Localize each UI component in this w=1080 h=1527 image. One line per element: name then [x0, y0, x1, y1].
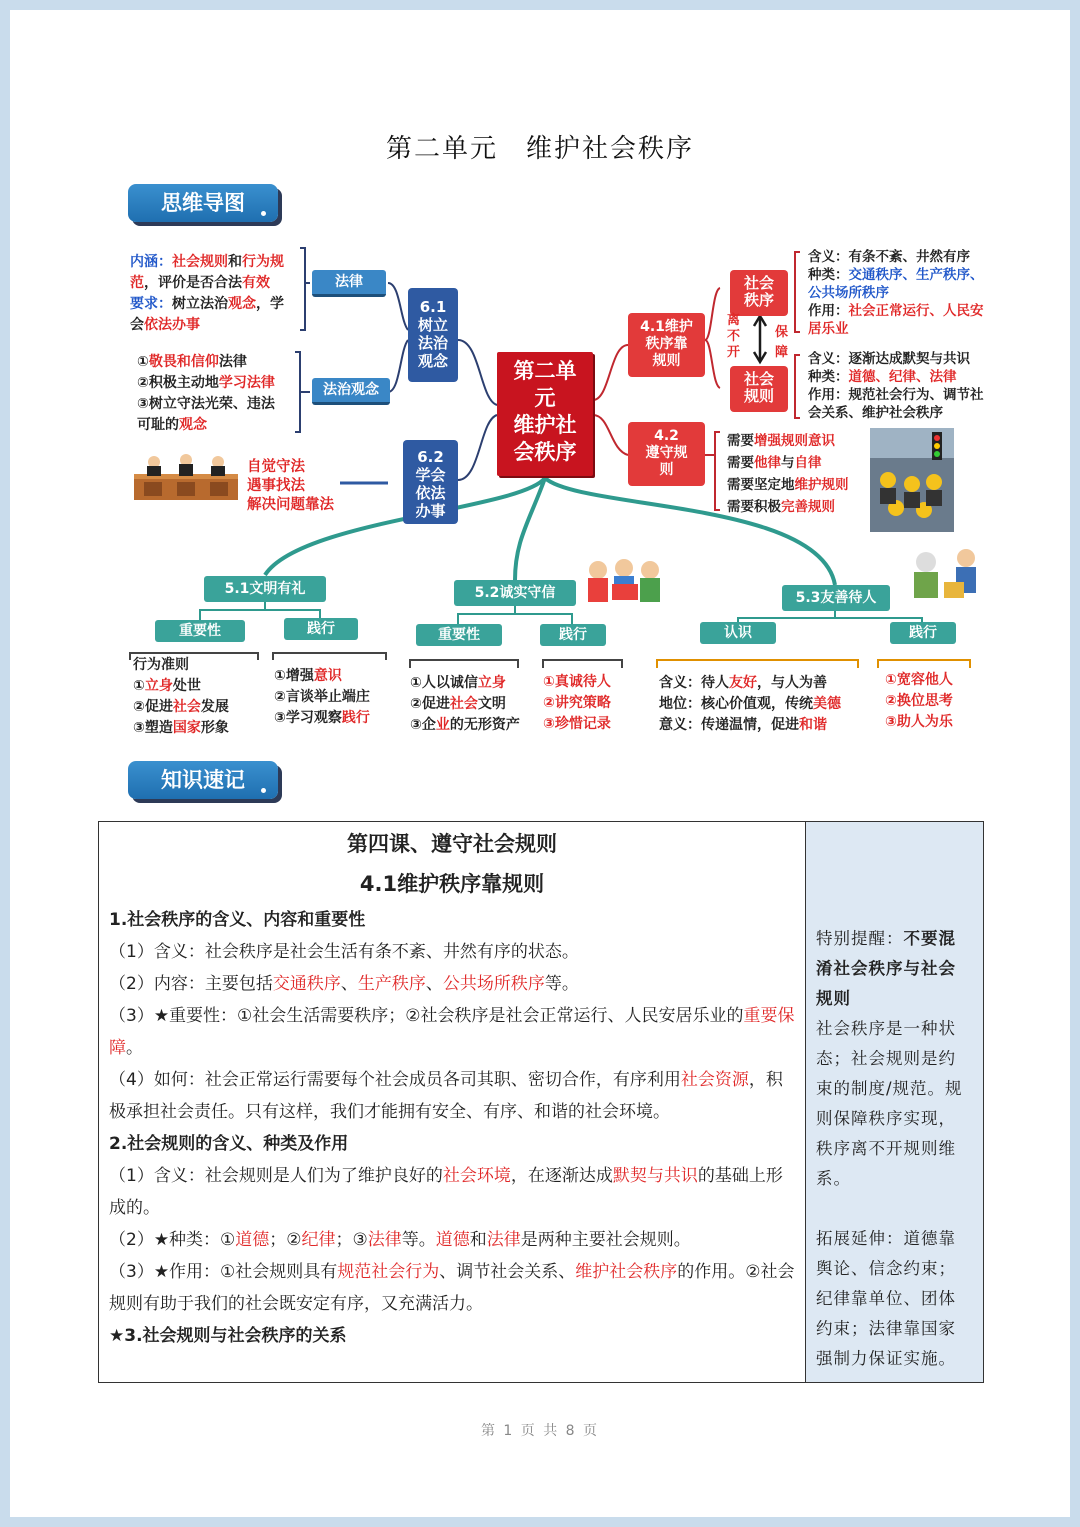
lesson-title: 第四课、遵守社会规则 [347, 832, 557, 856]
knowledge-main-cell [99, 822, 806, 1383]
n53-practice-label: 践行 [890, 622, 956, 644]
para-2-2: （2）★种类：①道德；②纪律；③法律等。道德和法律是两种主要社会规则。 [109, 1230, 691, 1250]
n53-understanding-label: 认识 [700, 622, 776, 644]
law-abiding-slogans: 自觉守法 遇事找法 解决问题靠法 [247, 459, 334, 513]
social-rules-detail: 含义：逐渐达成默契与共识 种类：道德、纪律、法律 作用：规范社会行为、调节社 会关系、维护社会秩序 [808, 351, 984, 421]
branch-label-law: 法律 [312, 270, 386, 297]
n52-importance-text: ①人以诚信立身 ②促进社会文明 ③企业的无形资产 [410, 675, 520, 733]
para-1-4: （4）如何：社会正常运行需要每个社会成员各司其职、密切合作，有序利用社会资源，积极承担社会责任。只有这样，我们才能拥有安全、有序、和谐的社会环境。 [109, 1070, 783, 1122]
side-extension: 拓展延伸：道德靠舆论、信念约束；纪律靠单位、团体约束；法律靠国家强制力保证实施。 [816, 1229, 956, 1368]
n51-practice-label: 践行 [284, 618, 358, 640]
para-1-2: （2）内容：主要包括交通秩序、生产秩序、公共场所秩序等。 [109, 974, 579, 994]
n52-importance-label: 重要性 [416, 624, 502, 646]
page-title: 第二单元 维护社会秩序 [385, 134, 694, 164]
honesty-illustration [582, 556, 668, 612]
n51-importance-text: 行为准则 ①立身处世 ②促进社会发展 ③塑造国家形象 [133, 657, 229, 736]
node-5-3: 5.3友善待人 [782, 585, 890, 611]
knowledge-table [98, 821, 984, 1383]
node-5-2: 5.2诚实守信 [454, 580, 576, 606]
node-social-order: 社会 秩序 [730, 270, 788, 316]
knowledge-side-cell [806, 822, 984, 1383]
n53-understanding-text: 含义：待人友好，与人为善 地位：核心价值观，传统美德 意义：传递温情，促进和谐 [659, 675, 841, 733]
n53-practice-text: ①宽容他人 ②换位思考 ③助人为乐 [885, 672, 953, 730]
node-5-1: 5.1文明有礼 [204, 576, 326, 602]
law-definition-text: 内涵：社会规则和行为规 范，评价是否合法有效 要求：树立法治观念，学 会依法办事 [130, 254, 284, 333]
para-1-3: （3）★重要性：①社会生活需要秩序；②社会秩序是社会正常运行、人民安居乐业的重要保障。 [109, 1006, 795, 1058]
page-footer: 第 1 页 共 8 页 [480, 1423, 600, 1439]
node-4-2: 4.2 遵守规 则 [628, 422, 705, 486]
rule-compliance-text: 需要增强规则意识 需要他律与自律 需要坚定地维护规则 需要积极完善规则 [727, 433, 849, 515]
node-6-2: 6.2 学会 依法 办事 [403, 440, 458, 524]
n52-practice-text: ①真诚待人 ②讲究策略 ③珍惜记录 [543, 674, 611, 732]
social-order-detail: 含义：有条不紊、井然有序 种类：交通秩序、生产秩序、 公共场所秩序 作用：社会正常运行、人民安 居乐业 [808, 249, 984, 337]
banner-label: 知识速记 [161, 768, 245, 792]
n51-practice-text: ①增强意识 ②言谈举止端庄 ③学习观察践行 [274, 668, 370, 726]
central-node-unit-2: 第二单 元 维护社 会秩序 [497, 352, 593, 476]
side-tip: 特别提醒：不要混淆社会秩序与社会规则 [816, 929, 956, 1008]
heading-3: ★3.社会规则与社会秩序的关系 [109, 1326, 347, 1346]
n51-importance-label: 重要性 [155, 620, 245, 642]
para-1-1: （1）含义：社会秩序是社会生活有条不紊、井然有序的状态。 [109, 942, 579, 962]
courtroom-illustration [134, 452, 238, 502]
heading-1: 1.社会秩序的含义、内容和重要性 [109, 910, 366, 930]
banner-label: 思维导图 [161, 191, 245, 215]
para-2-3: （3）★作用：①社会规则具有规范社会行为、调节社会关系、维护社会秩序的作用。②社会规则有助于我们的社会既安定有序，又充满活力。 [109, 1262, 795, 1314]
branch-label-rule-of-law-concept: 法治观念 [312, 378, 390, 405]
kindness-illustration [904, 546, 988, 606]
n52-practice-label: 践行 [540, 624, 606, 646]
label-guarantee: 保 障 [775, 325, 789, 360]
label-inseparable: 离 不 开 [727, 313, 741, 360]
section-banner-knowledge [128, 761, 278, 799]
side-tip-body: 社会秩序是一种状态；社会规则是约束的制度/规范。规则保障秩序实现，秩序离不开规则维系。 [816, 1019, 963, 1188]
node-6-1: 6.1 树立 法治 观念 [408, 288, 458, 382]
heading-2: 2.社会规则的含义、种类及作用 [109, 1134, 349, 1154]
para-2-1: （1）含义：社会规则是人们为了维护良好的社会环境，在逐渐达成默契与共识的基础上形成的。 [109, 1166, 783, 1218]
node-4-1: 4.1维护 秩序靠 规则 [628, 313, 705, 377]
rule-of-law-concept-text: ①敬畏和信仰法律 ②积极主动地学习法律 ③树立守法光荣、违法 可耻的观念 [137, 354, 275, 433]
subsection-title: 4.1维护秩序靠规则 [359, 872, 545, 896]
node-social-rules: 社会 规则 [730, 366, 788, 412]
traffic-order-illustration [870, 428, 954, 532]
